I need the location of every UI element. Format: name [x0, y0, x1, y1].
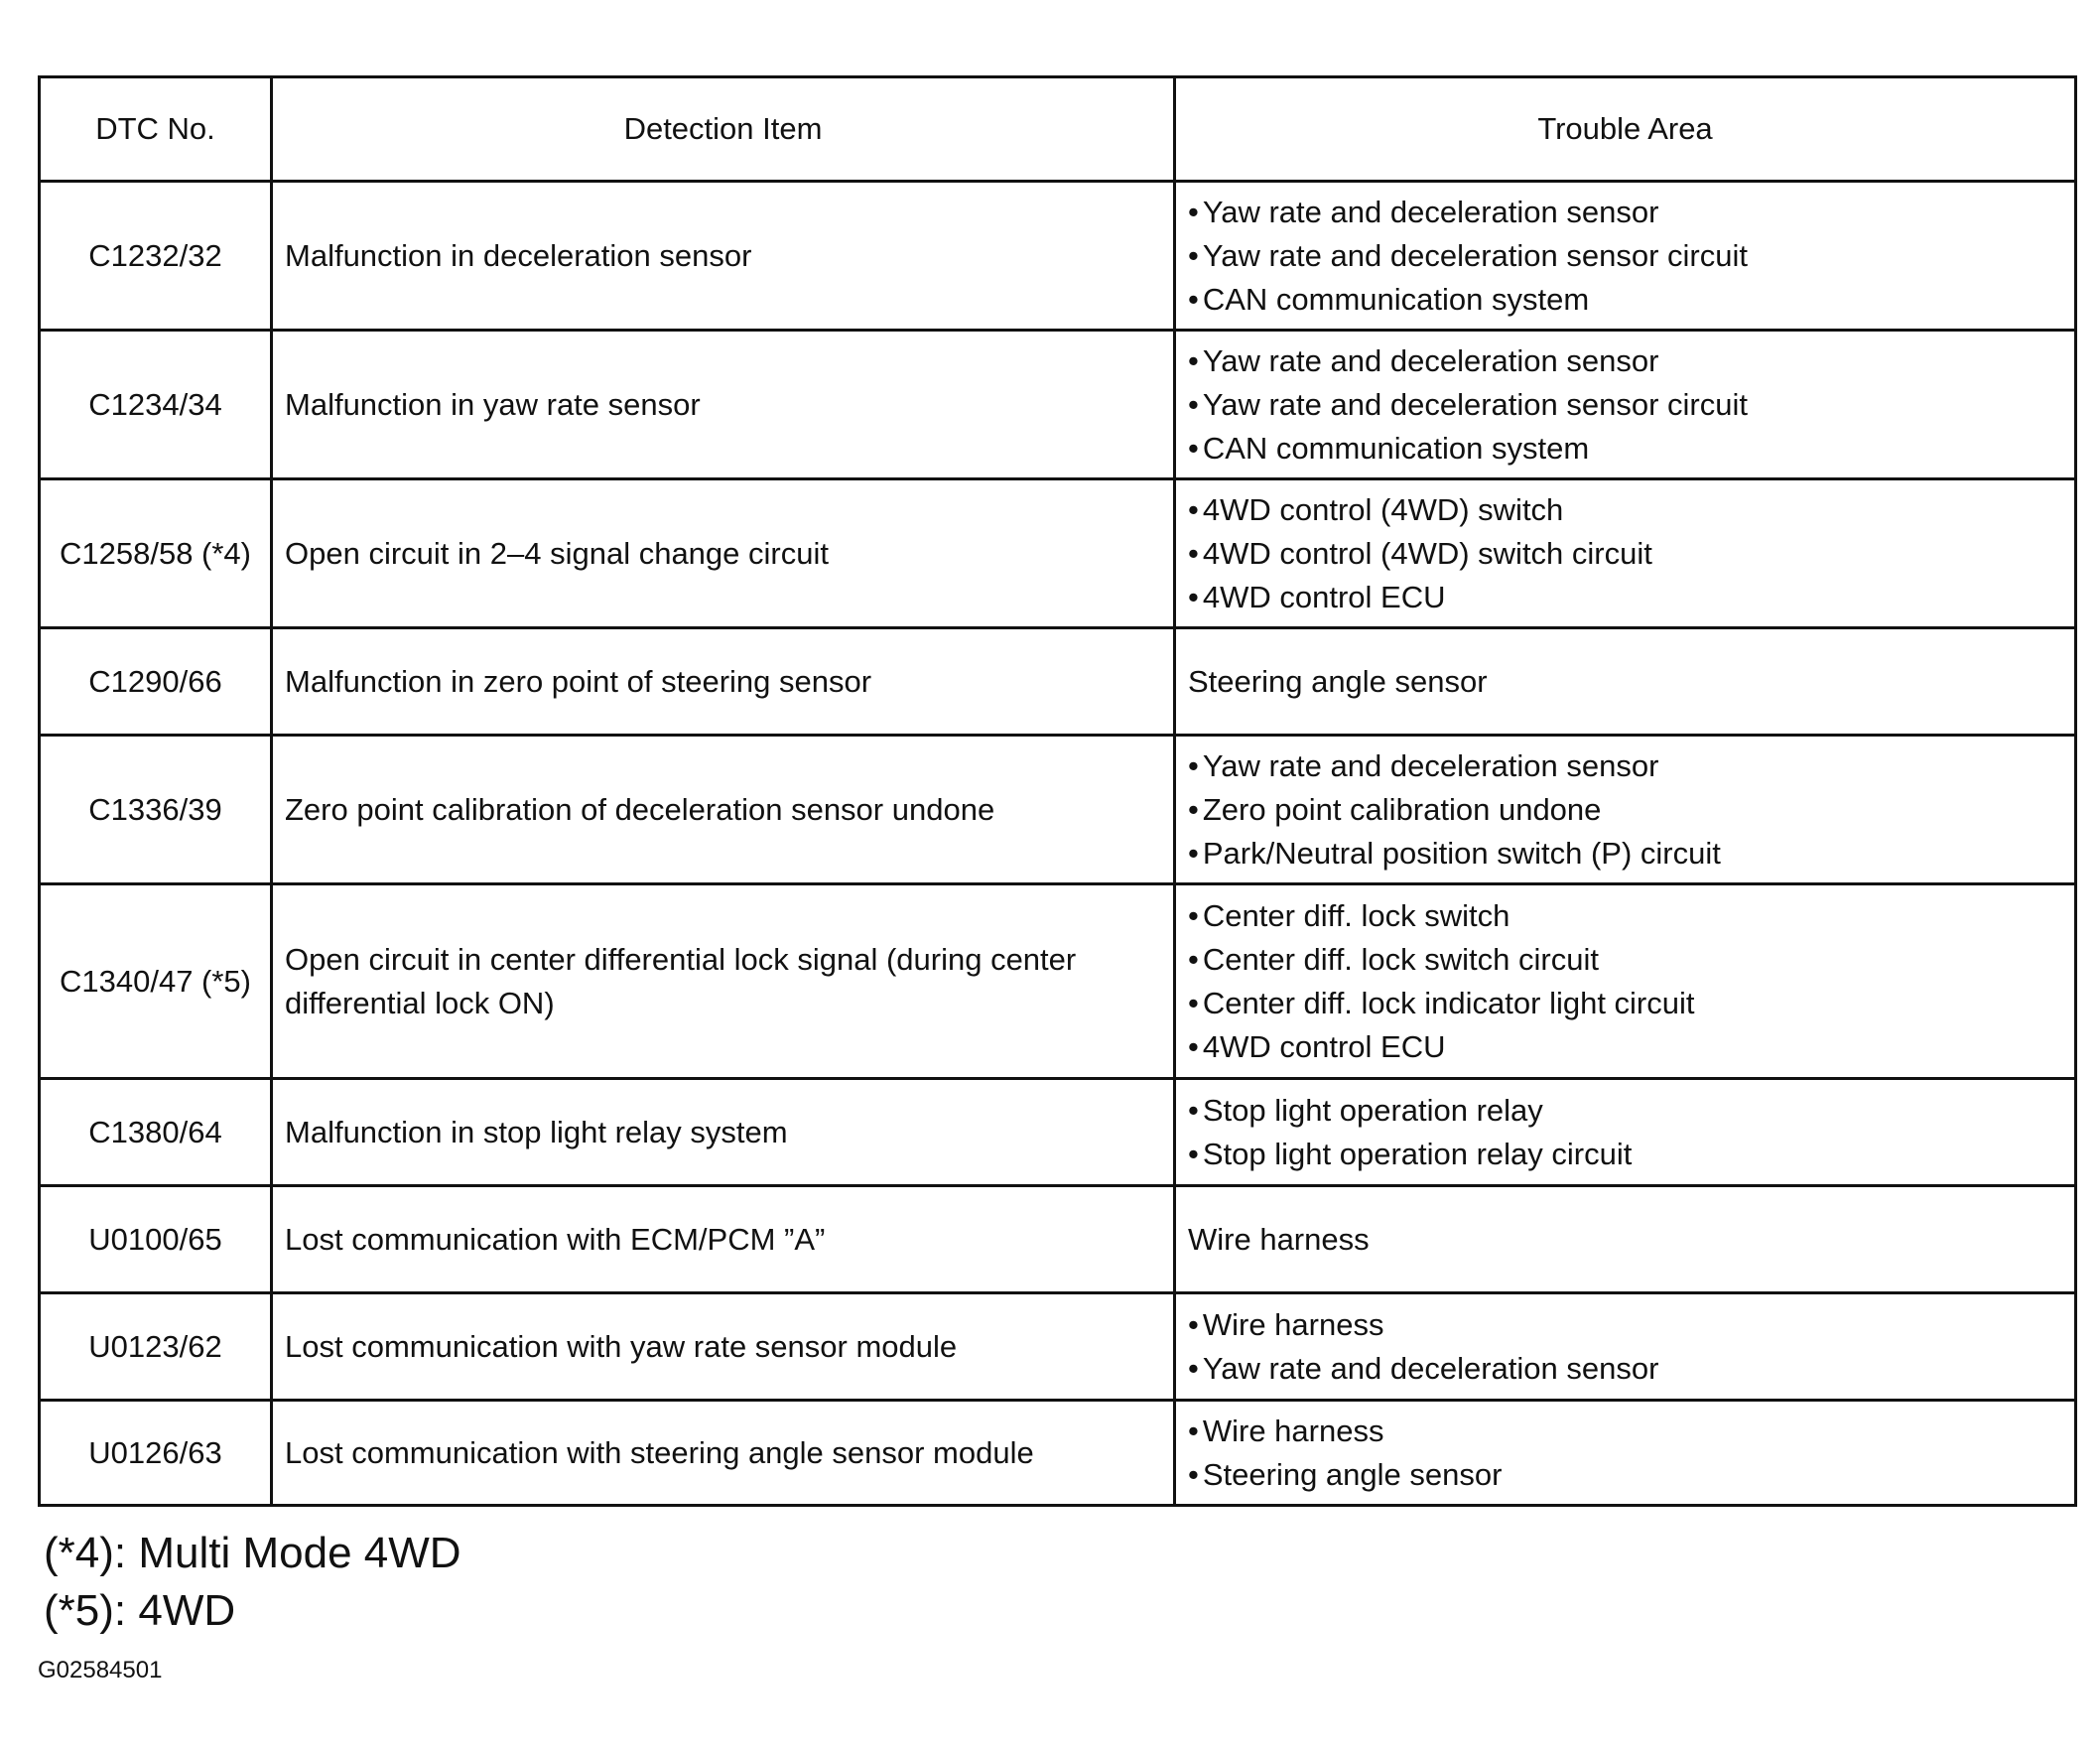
trouble-area-item: • 4WD control (4WD) switch [1188, 488, 2062, 532]
footnotes [44, 1525, 461, 1640]
table-row [40, 628, 2076, 736]
trouble-area-item: • Center diff. lock switch [1188, 894, 2062, 938]
header-detection-item: Detection Item [272, 77, 1175, 182]
table-row [40, 736, 2076, 884]
trouble-area-item: • CAN communication system [1188, 278, 2062, 322]
trouble-area-item: • 4WD control (4WD) switch circuit [1188, 532, 2062, 576]
table-row [40, 884, 2076, 1079]
trouble-area-item: • Stop light operation relay [1188, 1089, 2062, 1133]
dtc-number-cell: C1340/47 (*5) [40, 884, 272, 1079]
table-row [40, 182, 2076, 331]
dtc-number-cell: C1258/58 (*4) [40, 479, 272, 628]
dtc-table [38, 75, 2077, 1507]
footnote-5: (*5): 4WD [44, 1586, 236, 1635]
detection-item-cell: Malfunction in yaw rate sensor [272, 331, 1175, 479]
trouble-area-item: • Yaw rate and deceleration sensor [1188, 339, 2062, 383]
trouble-area-item: • 4WD control ECU [1188, 1025, 2062, 1069]
table-row [40, 479, 2076, 628]
trouble-area-cell [1175, 736, 2076, 884]
trouble-area-item: • Wire harness [1188, 1410, 2062, 1453]
trouble-area-item: Wire harness [1188, 1221, 1370, 1257]
table-row [40, 1079, 2076, 1186]
trouble-area-item: • Zero point calibration undone [1188, 788, 2062, 832]
trouble-area-item: • Stop light operation relay circuit [1188, 1133, 2062, 1176]
table-row [40, 1401, 2076, 1506]
trouble-area-cell [1175, 182, 2076, 331]
detection-item-cell: Malfunction in deceleration sensor [272, 182, 1175, 331]
trouble-area-cell [1175, 1293, 2076, 1401]
footnote-4: (*4): Multi Mode 4WD [44, 1529, 461, 1577]
trouble-area-item: • Yaw rate and deceleration sensor [1188, 1347, 2062, 1391]
trouble-area-item: • Yaw rate and deceleration sensor [1188, 191, 2062, 234]
trouble-area-cell [1175, 1401, 2076, 1506]
header-dtc-no: DTC No. [40, 77, 272, 182]
dtc-number-cell: C1290/66 [40, 628, 272, 736]
table-body [40, 182, 2076, 1506]
trouble-area-item: • Yaw rate and deceleration sensor [1188, 744, 2062, 788]
trouble-area-item: • Yaw rate and deceleration sensor circuit [1188, 234, 2062, 278]
trouble-area-cell [1175, 884, 2076, 1079]
detection-item-cell: Open circuit in center differential lock signal (during center differential lock ON) [272, 884, 1175, 1079]
detection-item-cell: Malfunction in stop light relay system [272, 1079, 1175, 1186]
dtc-number-cell: C1380/64 [40, 1079, 272, 1186]
detection-item-cell: Lost communication with yaw rate sensor module [272, 1293, 1175, 1401]
trouble-area-item: • Center diff. lock indicator light circuit [1188, 982, 2062, 1025]
trouble-area-item: Steering angle sensor [1188, 663, 1488, 699]
trouble-area-item: • Yaw rate and deceleration sensor circuit [1188, 383, 2062, 427]
dtc-number-cell: C1232/32 [40, 182, 272, 331]
dtc-number-cell: C1234/34 [40, 331, 272, 479]
detection-item-cell: Zero point calibration of deceleration sensor undone [272, 736, 1175, 884]
detection-item-cell: Lost communication with ECM/PCM ”A” [272, 1186, 1175, 1293]
figure-id: G02584501 [38, 1657, 163, 1684]
trouble-area-cell [1175, 479, 2076, 628]
trouble-area-item: • Steering angle sensor [1188, 1453, 2062, 1497]
table-row [40, 1186, 2076, 1293]
table-row [40, 331, 2076, 479]
dtc-number-cell: C1336/39 [40, 736, 272, 884]
header-trouble-area: Trouble Area [1175, 77, 2076, 182]
detection-item-cell: Lost communication with steering angle sensor module [272, 1401, 1175, 1506]
trouble-area-item: • CAN communication system [1188, 427, 2062, 471]
detection-item-cell: Malfunction in zero point of steering sensor [272, 628, 1175, 736]
dtc-number-cell: U0126/63 [40, 1401, 272, 1506]
dtc-number-cell: U0123/62 [40, 1293, 272, 1401]
trouble-area-cell [1175, 331, 2076, 479]
trouble-area-cell [1175, 1079, 2076, 1186]
trouble-area-item: • Park/Neutral position switch (P) circuit [1188, 832, 2062, 876]
trouble-area-item: • 4WD control ECU [1188, 576, 2062, 619]
trouble-area-cell [1175, 1186, 2076, 1293]
detection-item-cell: Open circuit in 2–4 signal change circuit [272, 479, 1175, 628]
header-row [40, 77, 2076, 182]
trouble-area-item: • Center diff. lock switch circuit [1188, 938, 2062, 982]
trouble-area-item: • Wire harness [1188, 1303, 2062, 1347]
trouble-area-cell [1175, 628, 2076, 736]
dtc-number-cell: U0100/65 [40, 1186, 272, 1293]
table-row [40, 1293, 2076, 1401]
